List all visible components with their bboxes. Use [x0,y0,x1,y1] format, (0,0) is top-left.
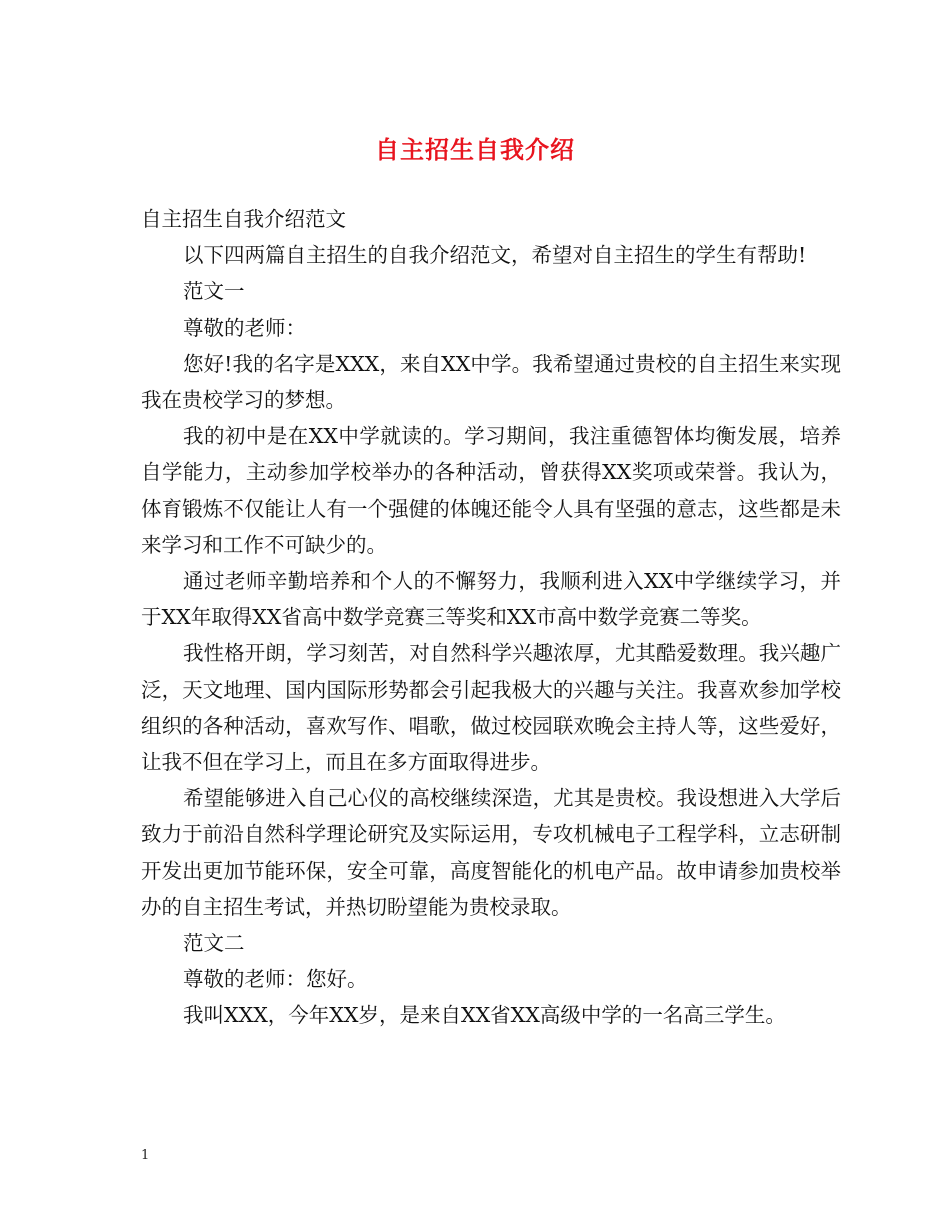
paragraph-intro: 以下四两篇自主招生的自我介绍范文，希望对自主招生的学生有帮助! [183,243,807,268]
paragraph-sample-two-heading: 范文二 [183,931,245,956]
document-title: 自主招生自我介绍 [375,135,575,164]
paragraph-sample-one-heading: 范文一 [183,279,245,304]
paragraph-subtitle: 自主招生自我介绍范文 [141,207,346,231]
paragraph-middle-school: 我的初中是在XX中学就读的。学习期间，我注重德智体均衡发展，培养自学能力，主动参加学校举办的各种活动，曾获得XX奖项或荣誉。我认为，体育锻炼不仅能让人有一个强健的体魄还能令人具有坚强的意志，这些都是未来学习和工作不可缺少的。 [141,424,841,557]
document-body [141,201,841,1034]
paragraph-aspiration: 希望能够进入自己心仪的高校继续深造，尤其是贵校。我设想进入大学后致力于前沿自然科学理论研究及实际运用，专攻机械电子工程学科，立志研制开发出更加节能环保，安全可靠，高度智能化的机电产品。故申请参加贵校举办的自主招生考试，并热切盼望能为贵校录取。 [141,786,841,919]
page-number: 1 [141,1148,150,1163]
paragraph-salutation-two: 尊敬的老师：您好。 [183,967,368,992]
paragraph-awards: 通过老师辛勤培养和个人的不懈努力，我顺利进入XX中学继续学习，并于XX年取得XX省高中数学竞赛三等奖和XX市高中数学竞赛二等奖。 [141,569,841,630]
paragraph-self-intro-two: 我叫XXX，今年XX岁，是来自XX省XX高级中学的一名高三学生。 [183,1003,786,1028]
paragraph-salutation: 尊敬的老师： [183,315,306,340]
paragraph-personality: 我性格开朗，学习刻苦，对自然科学兴趣浓厚，尤其酷爱数理。我兴趣广泛，天文地理、国内国际形势都会引起我极大的兴趣与关注。我喜欢参加学校组织的各种活动，喜欢写作、唱歌，做过校园联欢晚会主持人等，这些爱好，让我不但在学习上，而且在多方面取得进步。 [141,641,841,775]
paragraph-greeting: 您好!我的名字是XXX，来自XX中学。我希望通过贵校的自主招生来实现我在贵校学习的梦想。 [141,351,841,413]
